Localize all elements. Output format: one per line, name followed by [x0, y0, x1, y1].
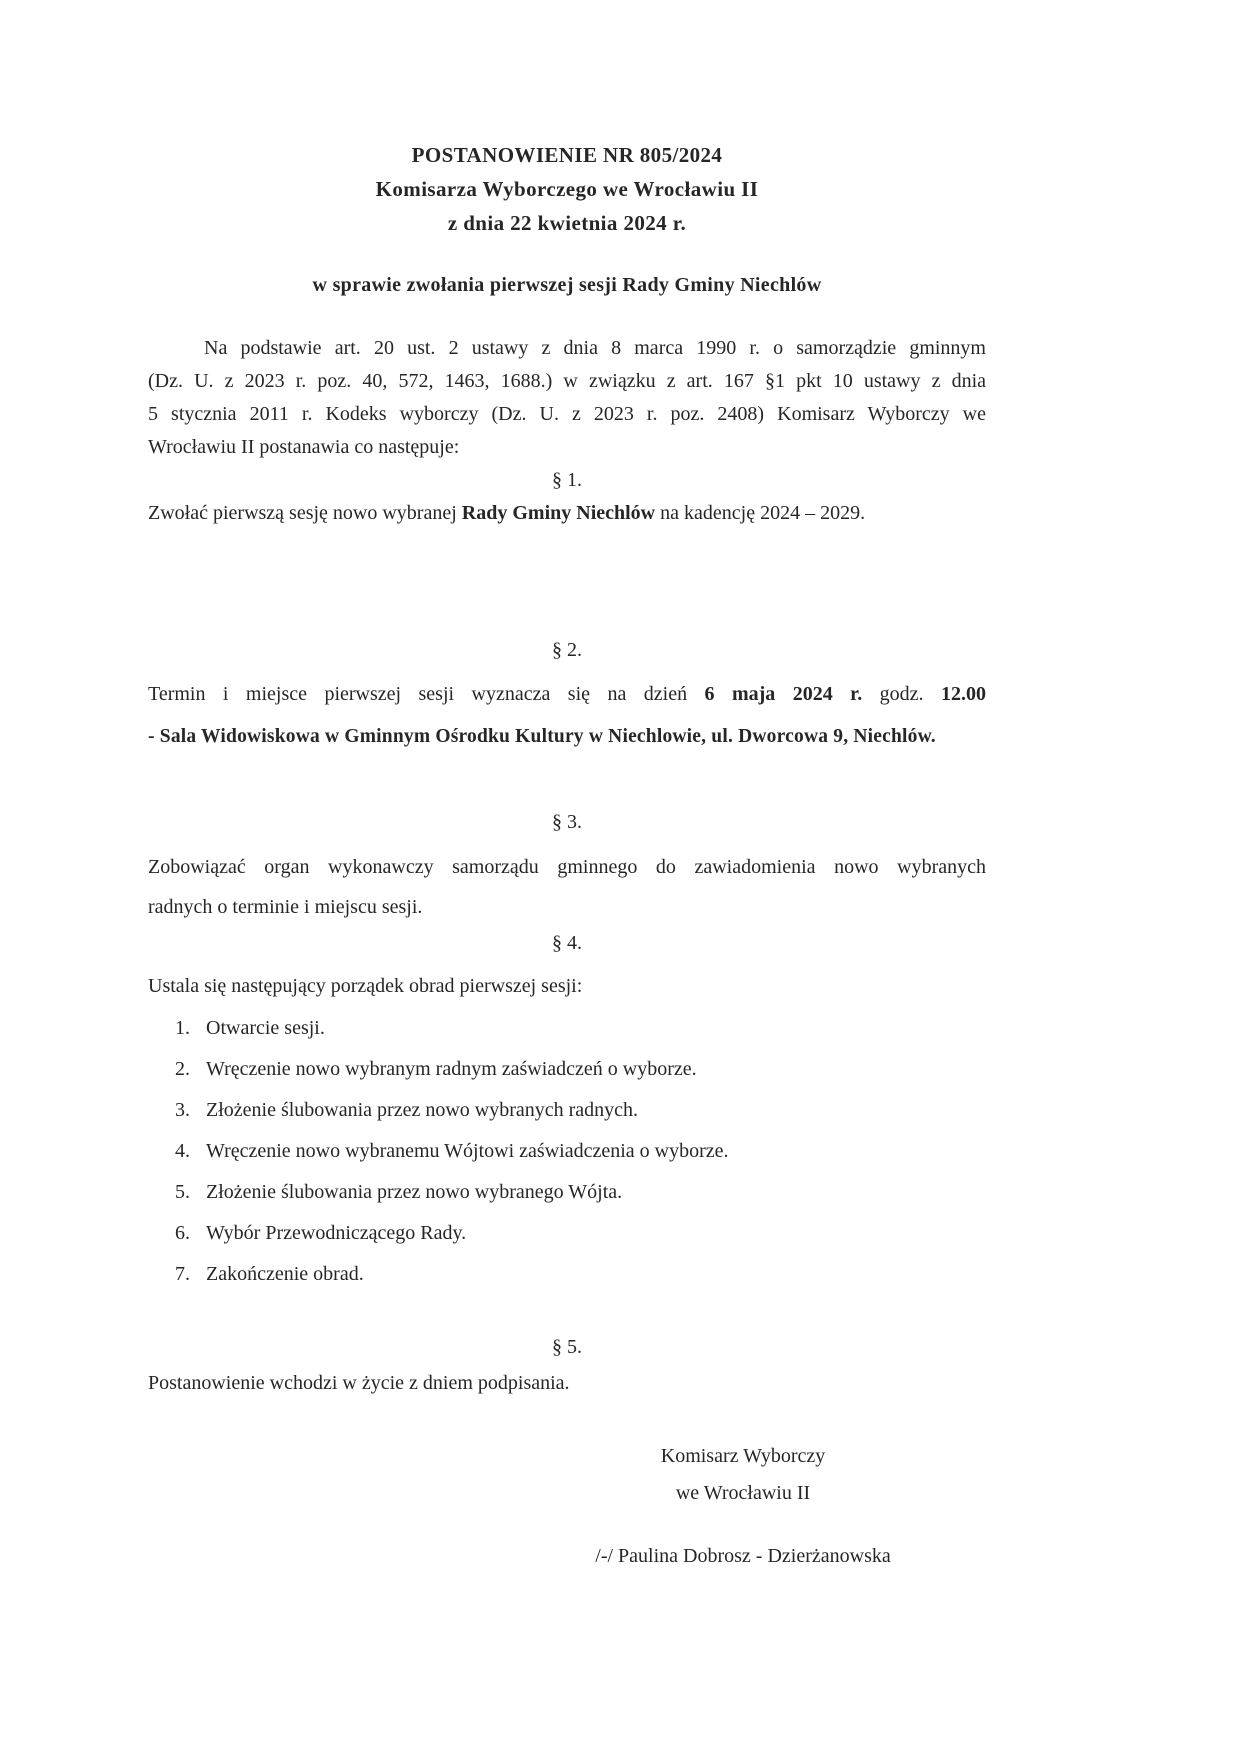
- signature-role-line-2: we Wrocławiu II: [675, 1482, 811, 1504]
- section-2-body-line-1: [148, 677, 986, 711]
- section-2-body-line-2: - Sala Widowiskowa w Gminnym Ośrodku Kultury w Niechlowie, ul. Dworcowa 9, Niechlów.: [148, 726, 936, 747]
- section-2-text-pre: Termin i miejsce pierwszej sesji wyznacza się na dzień: [148, 683, 705, 705]
- agenda-item-number: 6.: [175, 1222, 190, 1244]
- document-title-block: [148, 138, 986, 240]
- agenda-item-text: Zakończenie obrad.: [206, 1263, 364, 1285]
- section-4-heading: § 4.: [552, 932, 582, 954]
- agenda-item-number: 3.: [175, 1099, 190, 1121]
- section-1-body: [148, 497, 986, 530]
- agenda-item: [148, 1131, 986, 1172]
- legal-basis-line-2: (Dz. U. z 2023 r. poz. 40, 572, 1463, 1688.) w związku z art. 167 §1 pkt 10 ustawy z dnia: [148, 370, 986, 392]
- section-1-text-pre: Zwołać pierwszą sesję nowo wybranej: [148, 502, 462, 524]
- section-2-time-bold: 12.00: [941, 683, 986, 705]
- legal-basis-line-3: 5 stycznia 2011 r. Kodeks wyborczy (Dz. U. z 2023 r. poz. 2408) Komisarz Wyborczy we: [148, 403, 986, 425]
- agenda-item: [148, 1090, 986, 1131]
- section-4-intro: Ustala się następujący porządek obrad pierwszej sesji:: [148, 975, 583, 997]
- agenda-item: [148, 1213, 986, 1254]
- section-3-body: [148, 847, 986, 927]
- agenda-item-number: 4.: [175, 1140, 190, 1162]
- issuer-line: Komisarza Wyborczego we Wrocławiu II: [375, 177, 759, 201]
- legal-basis-line-1: Na podstawie art. 20 ust. 2 ustawy z dnia 8 marca 1990 r. o samorządzie gminnym: [204, 337, 986, 359]
- section-5-heading: § 5.: [552, 1336, 582, 1358]
- agenda-list: [148, 1008, 986, 1295]
- agenda-item-text: Wręczenie nowo wybranym radnym zaświadczeń o wyborze.: [206, 1058, 697, 1080]
- agenda-item-text: Złożenie ślubowania przez nowo wybranego Wójta.: [206, 1181, 623, 1203]
- agenda-item-text: Otwarcie sesji.: [206, 1017, 325, 1039]
- legal-basis-line-4: Wrocławiu II postanawia co następuje:: [148, 436, 460, 458]
- signer-name: /-/ Paulina Dobrosz - Dzierżanowska: [595, 1545, 891, 1567]
- agenda-item: [148, 1172, 986, 1213]
- section-3-heading: § 3.: [552, 811, 582, 833]
- agenda-item: [148, 1008, 986, 1049]
- agenda-item-text: Złożenie ślubowania przez nowo wybranych radnych.: [206, 1099, 639, 1121]
- section-2-date-bold: 6 maja 2024 r.: [704, 683, 863, 705]
- section-5-body: Postanowienie wchodzi w życie z dniem podpisania.: [148, 1372, 570, 1394]
- date-line: z dnia 22 kwietnia 2024 r.: [447, 211, 687, 235]
- agenda-item-number: 2.: [175, 1058, 190, 1080]
- section-3-line-1: Zobowiązać organ wykonawczy samorządu gminnego do zawiadomienia nowo wybranych: [148, 856, 986, 878]
- section-1-text-post: na kadencję 2024 – 2029.: [655, 502, 866, 524]
- section-1-heading: § 1.: [552, 469, 582, 491]
- agenda-item-number: 1.: [175, 1017, 190, 1039]
- section-2-heading: § 2.: [552, 639, 582, 661]
- signature-block: [568, 1438, 918, 1573]
- agenda-item-text: Wręczenie nowo wybranemu Wójtowi zaświadczenia o wyborze.: [206, 1140, 729, 1162]
- agenda-item-number: 5.: [175, 1181, 190, 1203]
- agenda-item: [148, 1049, 986, 1090]
- section-2-text-mid: godz.: [862, 683, 941, 705]
- agenda-item: [148, 1254, 986, 1295]
- agenda-item-number: 7.: [175, 1263, 190, 1285]
- signature-role-line-1: Komisarz Wyborczy: [660, 1445, 826, 1467]
- subject-line: w sprawie zwołania pierwszej sesji Rady Gminy Niechlów: [312, 274, 822, 296]
- section-3-line-2: radnych o terminie i miejscu sesji.: [148, 896, 423, 918]
- legal-basis-paragraph: [148, 332, 986, 464]
- decision-number-line: POSTANOWIENIE NR 805/2024: [411, 143, 723, 167]
- section-1-text-bold: Rady Gminy Niechlów: [461, 502, 656, 524]
- agenda-item-text: Wybór Przewodniczącego Rady.: [206, 1222, 467, 1244]
